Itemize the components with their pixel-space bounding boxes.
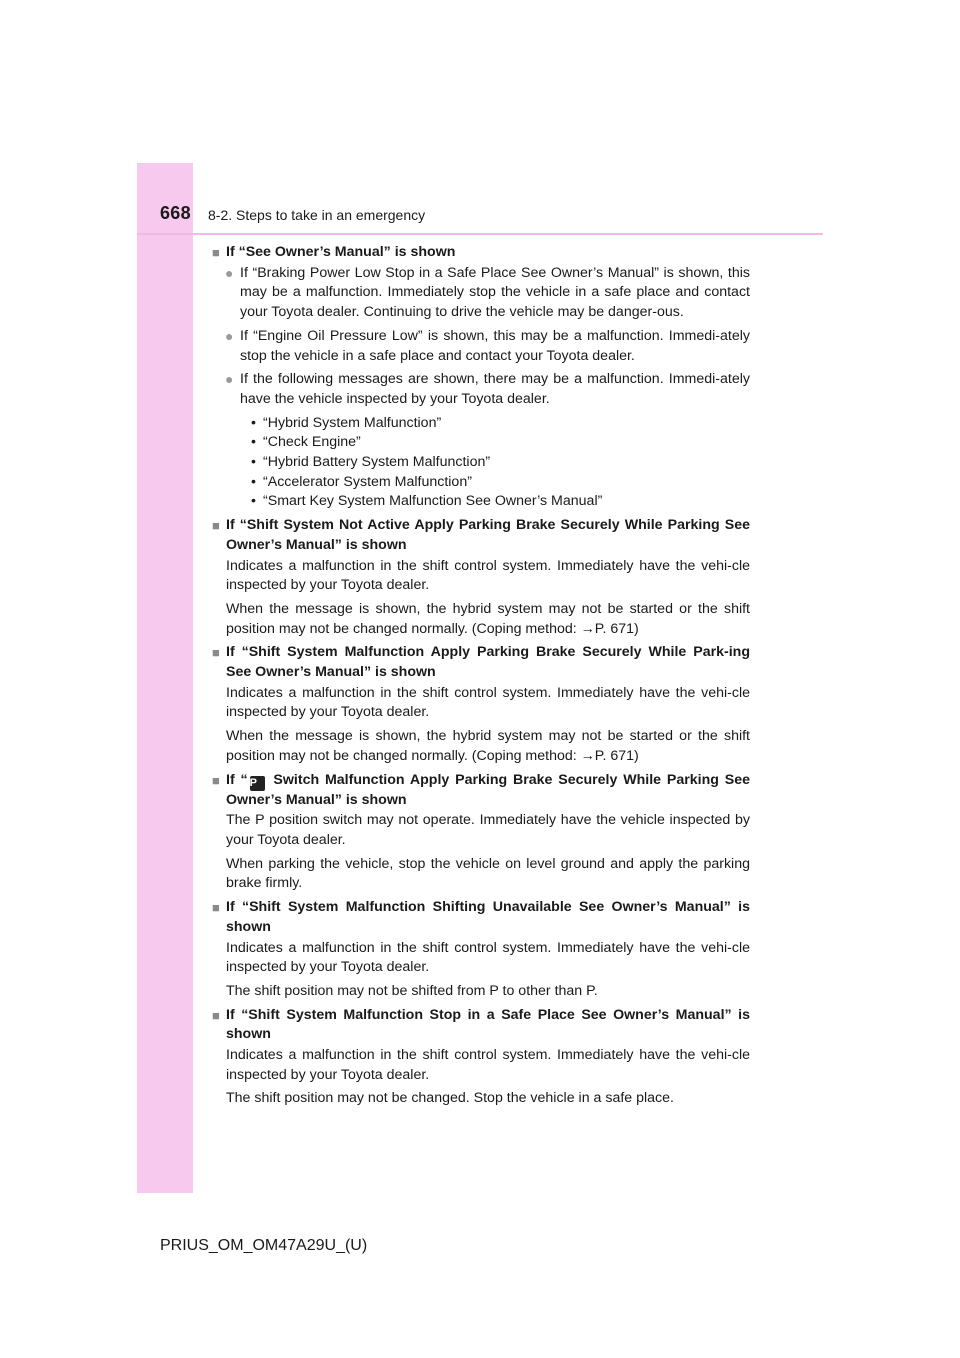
message-item: • “Accelerator System Malfunction” bbox=[251, 473, 472, 490]
paragraph: The shift position may not be shifted from P to other than P. bbox=[226, 982, 598, 999]
list-item bbox=[212, 370, 750, 409]
paragraph: Indicates a malfunction in the shift control system. Immediately have the vehi-cle inspected by your Toyota dealer. bbox=[226, 684, 750, 721]
p-switch-icon: P bbox=[250, 776, 265, 791]
section-heading bbox=[212, 516, 750, 555]
list-item bbox=[212, 327, 750, 366]
paragraph: Indicates a malfunction in the shift control system. Immediately have the vehi-cle inspected by your Toyota dealer. bbox=[226, 557, 750, 594]
header-divider bbox=[137, 233, 823, 235]
message-list bbox=[212, 414, 750, 513]
page-number: 668 bbox=[160, 203, 191, 223]
circle-bullet-icon: ● bbox=[225, 327, 234, 344]
square-bullet-icon: ■ bbox=[212, 900, 220, 916]
section-heading bbox=[212, 643, 750, 682]
section-heading bbox=[212, 1006, 750, 1045]
section-heading bbox=[212, 771, 750, 811]
paragraph: The shift position may not be changed. Stop the vehicle in a safe place. bbox=[226, 1090, 674, 1107]
heading-text-suffix: Switch Malfunction Apply Parking Brake Securely While Parking See Owner’s Manual” is shown bbox=[226, 771, 750, 808]
section-title: 8-2. Steps to take in an emergency bbox=[208, 207, 426, 223]
section-heading bbox=[212, 243, 750, 263]
list-item-text: If the following messages are shown, there may be a malfunction. Immedi-ately have the vehicle inspected by your Toyota dealer. bbox=[240, 371, 750, 407]
section-tab-strip bbox=[137, 163, 193, 1193]
square-bullet-icon: ■ bbox=[212, 245, 220, 260]
document-code: PRIUS_OM_OM47A29U_(U) bbox=[160, 1237, 368, 1254]
list-item-text: If “Engine Oil Pressure Low” is shown, this may be a malfunction. Immedi-ately stop the vehicle in a safe place and contact your Toyota dealer. bbox=[240, 327, 750, 364]
section-heading bbox=[212, 898, 750, 937]
page-content bbox=[212, 243, 750, 1113]
paragraph: When the message is shown, the hybrid system may not be started or the shift position may not be changed normally. (Coping method: →P. 671) bbox=[226, 600, 750, 637]
message-item: • “Hybrid Battery System Malfunction” bbox=[251, 454, 491, 471]
circle-bullet-icon: ● bbox=[225, 264, 234, 281]
heading-text-prefix: If “ bbox=[226, 771, 248, 788]
square-bullet-icon: ■ bbox=[212, 1007, 220, 1023]
paragraph: The P position switch may not operate. Immediately have the vehicle inspected by your Toyota dealer. bbox=[226, 812, 750, 848]
list-item-text: If “Braking Power Low Stop in a Safe Place See Owner’s Manual” is shown, this may be a malfunction. Immediately stop the vehicle in a safe place and contact your Toyota dealer. Continuing to drive the vehicle may be danger-ous. bbox=[240, 264, 750, 321]
heading-text: If “Shift System Malfunction Apply Parking Brake Securely While Park-ing See Owner’s Manual” is shown bbox=[226, 644, 750, 681]
message-item: • “Hybrid System Malfunction” bbox=[251, 414, 442, 431]
paragraph: Indicates a malfunction in the shift control system. Immediately have the vehi-cle inspected by your Toyota dealer. bbox=[226, 939, 750, 976]
paragraph: Indicates a malfunction in the shift control system. Immediately have the vehi-cle inspected by your Toyota dealer. bbox=[226, 1047, 750, 1083]
square-bullet-icon: ■ bbox=[212, 645, 220, 661]
paragraph: When parking the vehicle, stop the vehicle on level ground and apply the parking brake firmly. bbox=[226, 855, 750, 892]
message-item: • “Check Engine” bbox=[251, 434, 361, 451]
message-item: • “Smart Key System Malfunction See Owner’s Manual” bbox=[251, 493, 603, 510]
heading-text: If “Shift System Malfunction Shifting Unavailable See Owner’s Manual” is shown bbox=[226, 899, 750, 935]
square-bullet-icon: ■ bbox=[212, 772, 220, 788]
list-item bbox=[212, 264, 750, 323]
heading-text: If “Shift System Not Active Apply Parking Brake Securely While Parking See Owner’s Manual” is shown bbox=[226, 517, 750, 553]
square-bullet-icon: ■ bbox=[212, 518, 220, 534]
paragraph: When the message is shown, the hybrid system may not be started or the shift position may not be changed normally. (Coping method: →P. 671) bbox=[226, 728, 750, 764]
circle-bullet-icon: ● bbox=[225, 371, 234, 388]
heading-text: If “Shift System Malfunction Stop in a Safe Place See Owner’s Manual” is shown bbox=[226, 1006, 750, 1043]
heading-text: If “See Owner’s Manual” is shown bbox=[226, 244, 456, 260]
